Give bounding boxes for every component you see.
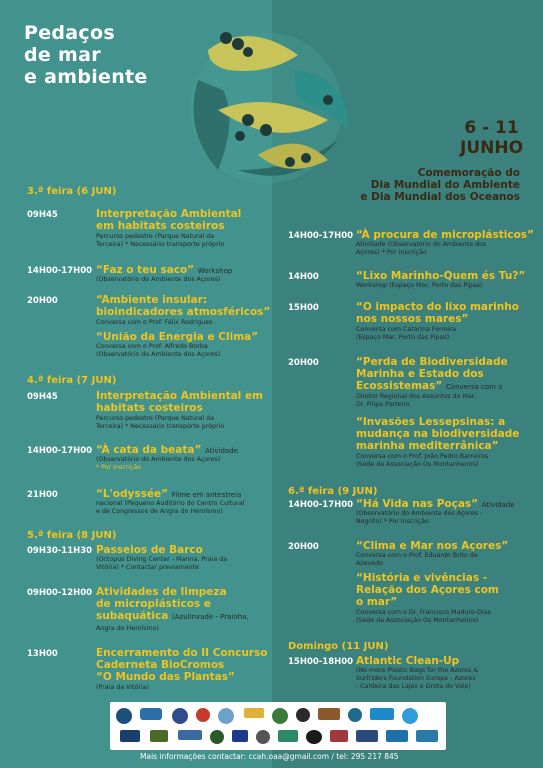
event-title: “L'odyssée” Filme em antestreia: [96, 488, 242, 500]
partner-logos: [110, 702, 446, 750]
event-details: Angra do Heroísmo): [96, 625, 159, 632]
event-title: “História e vivências - Relação dos Açores com o mar”: [356, 572, 499, 608]
event-title: “Ambiente insular: bioindicadores atmosféricos”: [96, 294, 271, 318]
event-time: 09H45: [27, 392, 58, 402]
event-details: (Observatório do Ambiente dos Açores) * Por inscrição: [96, 456, 221, 471]
event-details: Conversa com o Prof. Alfredo Borba (Observatório do Ambiente dos Açores): [96, 343, 221, 358]
event-title: Atlantic Clean-Up: [356, 655, 460, 667]
event-title: “Faz o teu saco” Workshop: [96, 264, 233, 276]
event-title: “Clima e Mar nos Açores”: [356, 540, 509, 552]
event-details: (Observatório do Ambiente dos Açores): [96, 276, 221, 283]
event-title: Interpretação Ambiental em habitats costeiros: [96, 208, 242, 232]
event-details: Workshop (Espaço Mar, Porto das Pipas): [356, 282, 483, 289]
day-heading: Domingo (11 JUN): [288, 641, 389, 652]
event-details: (Praia da Vitória): [96, 684, 149, 691]
event-time: 14H00-17H00: [27, 266, 93, 276]
contact-info: Mais informações contactar: ccah.oaa@gmail.com / tel: 295 217 845: [140, 752, 399, 761]
event-time: 14H00-17H00: [27, 446, 93, 456]
event-details: Conversa com o Prof. Félix Rodrigues: [96, 319, 213, 326]
event-time: 15H00: [288, 303, 319, 313]
event-details: nacional (Pequeno Auditório do Centro Cultural e de Congressos de Angra do Heroísmo): [96, 500, 245, 515]
day-heading: 3.ª feira (6 JUN): [27, 186, 117, 197]
event-details: (Octopus Diving Center - Marina, Praia da Vitória) * Contactar previamente: [96, 556, 228, 571]
event-time: 20H00: [27, 296, 58, 306]
event-time: 15H00-18H00: [288, 657, 354, 667]
event-details: Conversa com o Prof. João Pedro Barreiros (Sede da Associação Os Montanheiros): [356, 453, 489, 468]
event-details: Percurso pedestre (Parque Natural da Terceira) * Necessário transporte próprio: [96, 415, 225, 430]
event-title: Passeios de Barco: [96, 544, 203, 556]
event-time: 14H00: [288, 272, 319, 282]
event-title: “Perda de Biodiversidade Marinha e Estado dos Ecossistemas” Conversa com o: [356, 356, 508, 392]
event-title: “À procura de microplásticos”: [356, 229, 534, 241]
event-title: Interpretação Ambiental em habitats costeiros: [96, 390, 264, 414]
event-details: (No more Plastic Bags for the Azores & Surfriders Foundation Europe - Azores - Caldeira das Lajes e Grota do Vale): [356, 667, 479, 690]
event-details: Conversa com o Dr. Francisco Maduro-Dias (Sede da Associação Os Montanheiros): [356, 609, 491, 624]
event-details: Conversa com o Prof. Eduardo Brito de Azevedo: [356, 552, 478, 567]
event-details: Conversa com Catarina Ferreira (Espaço Mar, Porto das Pipas): [356, 326, 456, 341]
day-heading: 5.ª feira (8 JUN): [27, 530, 117, 541]
event-time: 14H00-17H00: [288, 500, 354, 510]
event-time: 09H00-12H00: [27, 588, 93, 598]
event-title: “À cata da beata” Atividade: [96, 444, 238, 456]
event-time: 21H00: [27, 490, 58, 500]
page-title: Pedaços de mar e ambiente: [24, 22, 148, 88]
event-details: Atividade (Observatório do Ambiente dos Açores) * Por inscrição: [356, 241, 487, 256]
event-title: “Invasões Lessepsinas: a mudança na biodiversidade marinha mediterrânica”: [356, 416, 520, 452]
event-title: Encerramento do II Concurso Caderneta BioCromos “O Mundo das Plantas”: [96, 647, 268, 683]
event-title: Atividades de limpeza de microplásticos e subaquática (Azulinvade - Prainha,: [96, 586, 249, 622]
event-time: 09H45: [27, 210, 58, 220]
event-dates: 6 - 11 JUNHO: [460, 118, 524, 158]
fish-circle-illustration: [178, 20, 358, 200]
event-title: “União da Energia e Clima”: [96, 331, 259, 343]
event-time: 20H00: [288, 542, 319, 552]
event-details: (Observatório do Ambiente dos Açores - Negrito) * Por inscrição: [356, 510, 483, 525]
event-time: 13H00: [27, 649, 58, 659]
day-heading: 6.ª feira (9 JUN): [288, 486, 378, 497]
event-time: 14H00-17H00: [288, 231, 354, 241]
event-title: “O impacto do lixo marinho nos nossos mares”: [356, 301, 519, 325]
commemoration-text: Comemoração do Dia Mundial do Ambiente e Dia Mundial dos Oceanos: [360, 167, 520, 203]
event-title: “Lixo Marinho-Quem és Tu?”: [356, 270, 526, 282]
event-time: 20H00: [288, 358, 319, 368]
event-details: Diretor Regional dos Assuntos do Mar, Dr. Filipe Porteiro: [356, 393, 477, 408]
day-heading: 4.ª feira (7 JUN): [27, 375, 117, 386]
event-details: Percurso pedestre (Parque Natural da Terceira) * Necessário transporte próprio: [96, 233, 225, 248]
event-time: 09H30-11H30: [27, 546, 93, 556]
event-title: “Há Vida nas Poças” Atividade: [356, 498, 515, 510]
